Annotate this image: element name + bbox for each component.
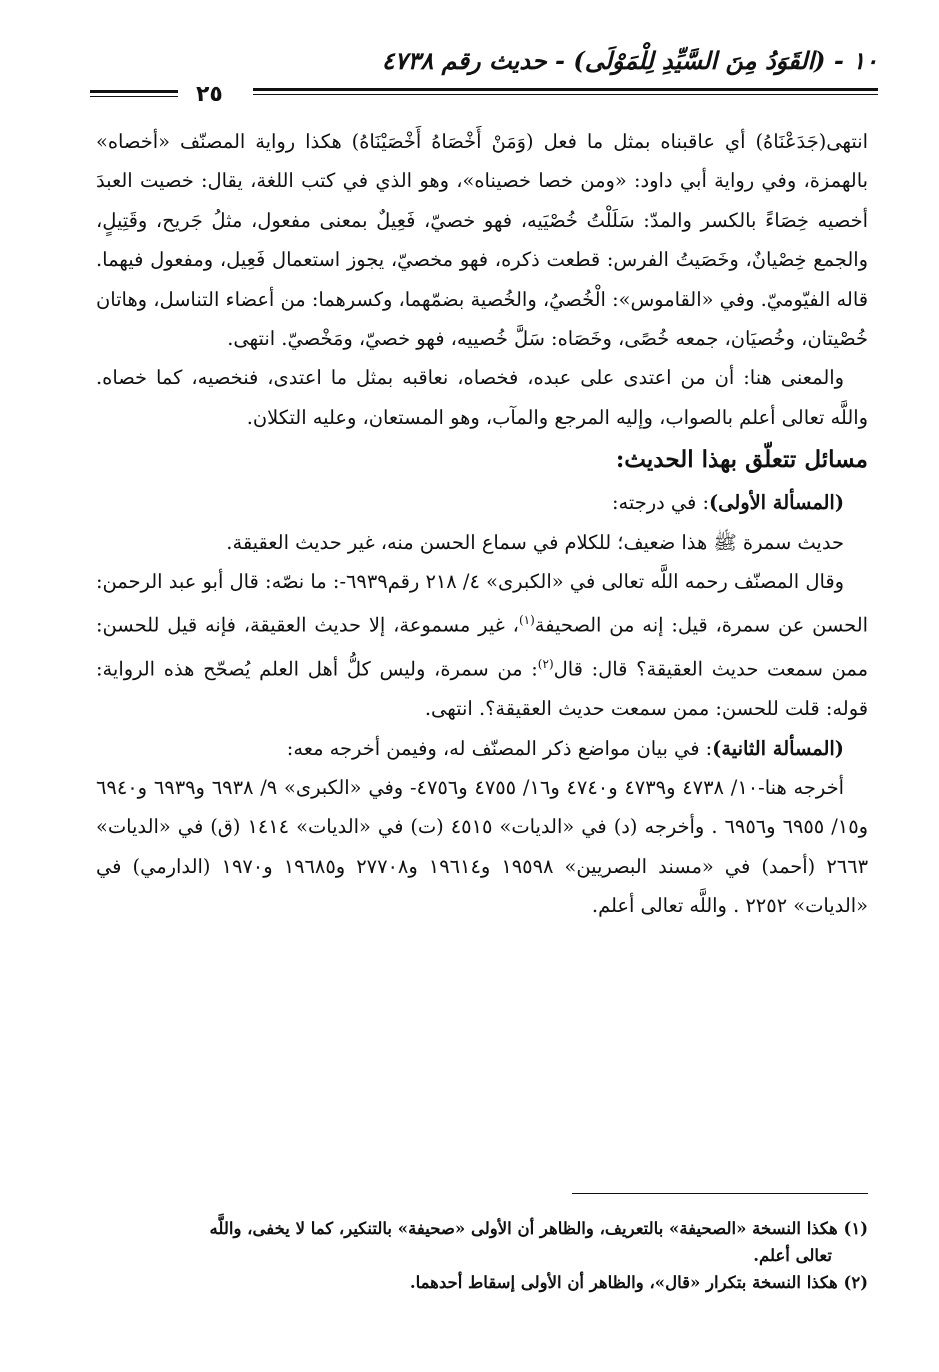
footnote-ref[interactable]: (٢) (537, 657, 554, 672)
issue-label: (المسألة الثانية) (712, 736, 844, 760)
header-rule-short (90, 90, 178, 97)
text-run: : من سمرة، وليس كلُّ أهل العلم يُصحّح هذه الرواية: قوله: قلت للحسن: ممن سمعت حديث العقيقة؟. انتهى. (96, 657, 868, 721)
issue-title: : في درجته: (611, 491, 709, 515)
issue-label: (المسألة الأولى) (709, 491, 844, 515)
issue-heading (96, 483, 868, 522)
paragraph: والمعنى هنا: أن من اعتدى على عبده، فخصاه، نعاقبه بمثل ما اعتدى، فنخصيه، كما خصاه. واللَّه تعالى أعلم بالصواب، وإليه المرجع والمآب، وهو المستعان، وعليه التكلان. (96, 366, 868, 429)
paragraph: حديث سمرة ﷺ هذا ضعيف؛ للكلام في سماع الحسن منه، غير حديث العقيقة. (226, 530, 844, 554)
paragraph: انتهى(جَدَعْنَاهُ) أي عاقبناه بمثل ما فعل (وَمَنْ أَخْصَاهُ أَخْصَيْنَاهُ) هكذا رواية المصنّف «أخصاه» بالهمزة، وفي رواية أبي داود: «ومن خصا خصيناه»، وهو الذي في كتب اللغة، يقال: خصيت العبدَ أخصيه خِصَاءً بالكسر والمدّ: سَلَلْتُ خُصْيَيه، فهو خصيّ، فَعِيلٌ بمعنى مفعول، مثلُ جَريح، وقَتِيلٍ، والجمع خِصْيانٌ، وخَصَيتُ الفرس: قطعت ذكره، فهو مخصيّ، يجوز استعمال فَعِيل، ومفعول فيهما. قاله الفيّوميّ. وفي «القاموس»: الْخُصيُ، والخُصية بضمّهما، وكسرهما: من أعضاء التناسل، وهاتان خُصْيتان، وخُصيَان، جمعه خُصًى، وخَصَاه: سَلَّ خُصييه، فهو خصيّ، ومَخْصيّ. انتهى. (96, 130, 868, 351)
section-heading: مسائل تتعلّق بهذا الحديث: (615, 446, 868, 474)
footnote-divider (572, 1193, 868, 1194)
running-header (90, 38, 878, 108)
footnotes (96, 1215, 868, 1296)
header-title: ١٠ - (القَوَدُ مِنَ السَّيِّدِ لِلْمَوْلَى) - حديث رقم ٤٧٣٨ (381, 46, 878, 75)
footnote: (١) هكذا النسخة «الصحيفة» بالتعريف، والظاهر أن الأولى «صحيفة» بالتنكير، كما لا يخفى، واللَّه (209, 1219, 868, 1238)
footnote-ref[interactable]: (١) (518, 613, 535, 628)
paragraph (96, 562, 868, 729)
footnote-continuation: تعالى أعلم. (753, 1246, 832, 1265)
main-text (96, 122, 868, 926)
issue-title: : في بيان مواضع ذكر المصنّف له، وفيمن أخرجه معه: (286, 736, 713, 760)
page-number: ٢٥ (196, 82, 223, 107)
paragraph: أخرجه هنا-١٠/ ٤٧٣٨ و٤٧٣٩ و٤٧٤٠ و١٦/ ٤٧٥٥ و٤٧٥٦- وفي «الكبرى» ٩/ ٦٩٣٨ و٦٩٣٩ و٦٩٤٠ و١٥/ ٦٩٥٥ و٦٩٥٦ . وأخرجه (د) في «الديات» ٤٥١٥ (ت) في «الديات» ١٤١٤ (ق) في «الديات» ٢٦٦٣ (أحمد) في «مسند البصريين» ١٩٥٩٨ و١٩٦١٤ و٢٧٧٠٨ و١٩٦٨٥ و١٩٧٠ (الدارمي) في «الديات» ٢٢٥٢ . واللَّه تعالى أعلم. (96, 776, 869, 918)
issue-heading (96, 729, 868, 768)
text-run: ، غير مسموعة، إلا حديث العقيقة، فإنه قيل للحسن: ممن سمعت حديث العقيقة؟ قال: قال (96, 613, 868, 681)
text-run: وقال المصنّف رحمه اللَّه تعالى في «الكبرى» ٤/ ٢١٨ رقم٦٩٣٩-: ما نصّه: قال أبو عبد الرحمن: الحسن عن سمرة، قيل: إنه من الصحيفة (96, 570, 868, 637)
footnote: (٢) هكذا النسخة بتكرار «قال»، والظاهر أن الأولى إسقاط أحدهما. (409, 1273, 868, 1292)
header-rule (253, 88, 878, 95)
